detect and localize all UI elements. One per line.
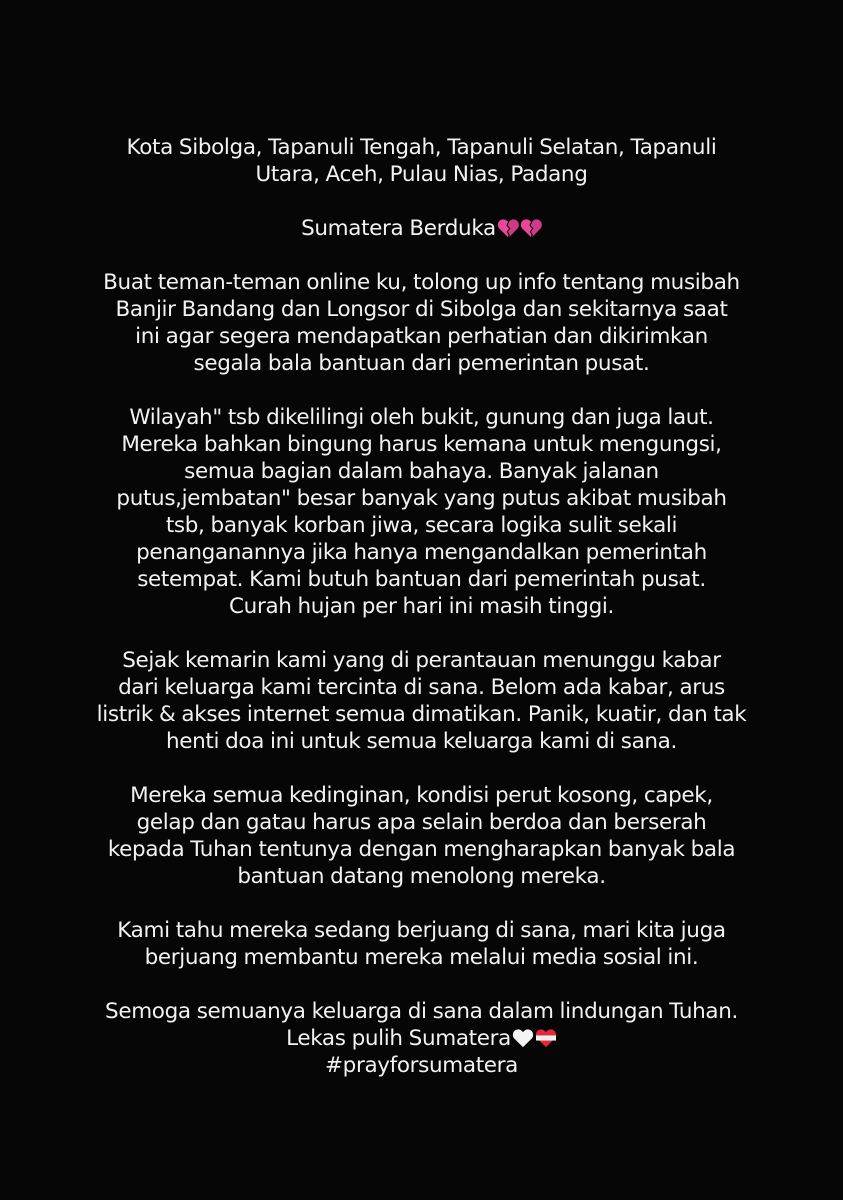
paragraph-line: segala bala bantuan dari pemerintan pusat.	[193, 351, 650, 376]
prayer-line: Semoga semuanya keluarga di sana dalam lindungan Tuhan.	[105, 999, 738, 1024]
headline	[60, 215, 783, 242]
hashtag: #prayforsumatera	[325, 1053, 518, 1078]
paragraph-line: berjuang membantu mereka melalui media sosial ini.	[144, 945, 699, 970]
paragraph-line: Curah hujan per hari ini masih tinggi.	[229, 594, 614, 619]
paragraph-line: kepada Tuhan tentunya dengan mengharapkan banyak bala	[107, 837, 736, 862]
paragraph-line: penanganannya jika hanya mengandalkan pemerintah	[136, 540, 707, 565]
paragraph-family	[60, 647, 783, 755]
location-line: Kota Sibolga, Tapanuli Tengah, Tapanuli Selatan, Tapanuli	[126, 135, 717, 160]
headline-text: Sumatera Berduka	[301, 216, 496, 241]
location-list	[60, 134, 783, 188]
paragraph-line: Buat teman-teman online ku, tolong up info tentang musibah	[103, 270, 740, 295]
paragraph-appeal	[60, 269, 783, 377]
paragraph-line: bantuan datang menolong mereka.	[237, 864, 606, 889]
paragraph-line: Wilayah" tsb dikelilingi oleh bukit, gunung dan juga laut.	[129, 405, 714, 430]
paragraph-line: listrik & akses internet semua dimatikan. Panik, kuatir, dan tak	[96, 702, 747, 727]
white-heart-icon	[512, 1028, 534, 1048]
paragraph-line: Mereka semua kedinginan, kondisi perut kosong, capek,	[130, 783, 713, 808]
paragraph-line: Mereka bahkan bingung harus kemana untuk mengungsi,	[121, 432, 722, 457]
paragraph-line: ini agar segera mendapatkan perhatian dan dikirimkan	[135, 324, 708, 349]
story-text	[60, 134, 783, 1079]
recovery-line: Lekas pulih Sumatera	[286, 1026, 511, 1051]
paragraph-line: Banjir Bandang dan Longsor di Sibolga dan sekitarnya saat	[115, 297, 728, 322]
paragraph-line: Sejak kemarin kami yang di perantauan menunggu kabar	[122, 648, 721, 673]
paragraph-region	[60, 404, 783, 620]
paragraph-line: dari keluarga kami tercinta di sana. Belom ada kabar, arus	[118, 675, 725, 700]
paragraph-line: setempat. Kami butuh bantuan dari pemerintah pusat.	[137, 567, 706, 592]
location-line: Utara, Aceh, Pulau Nias, Padang	[255, 162, 588, 187]
paragraph-line: semua bagian dalam bahaya. Banyak jalanan	[184, 459, 659, 484]
broken-heart-icon	[497, 218, 519, 238]
paragraph-line: Kami tahu mereka sedang berjuang di sana, mari kita juga	[117, 918, 726, 943]
bandaged-heart-icon	[535, 1028, 557, 1048]
paragraph-line: gelap dan gatau harus apa selain berdoa dan berserah	[136, 810, 707, 835]
paragraph-line: tsb, banyak korban jiwa, secara logika sulit sekali	[165, 513, 678, 538]
broken-heart-icon	[520, 218, 542, 238]
paragraph-struggle	[60, 917, 783, 971]
paragraph-condition	[60, 782, 783, 890]
paragraph-line: putus,jembatan" besar banyak yang putus akibat musibah	[116, 486, 727, 511]
paragraph-line: henti doa ini untuk semua keluarga kami di sana.	[165, 729, 677, 754]
closing	[60, 998, 783, 1079]
